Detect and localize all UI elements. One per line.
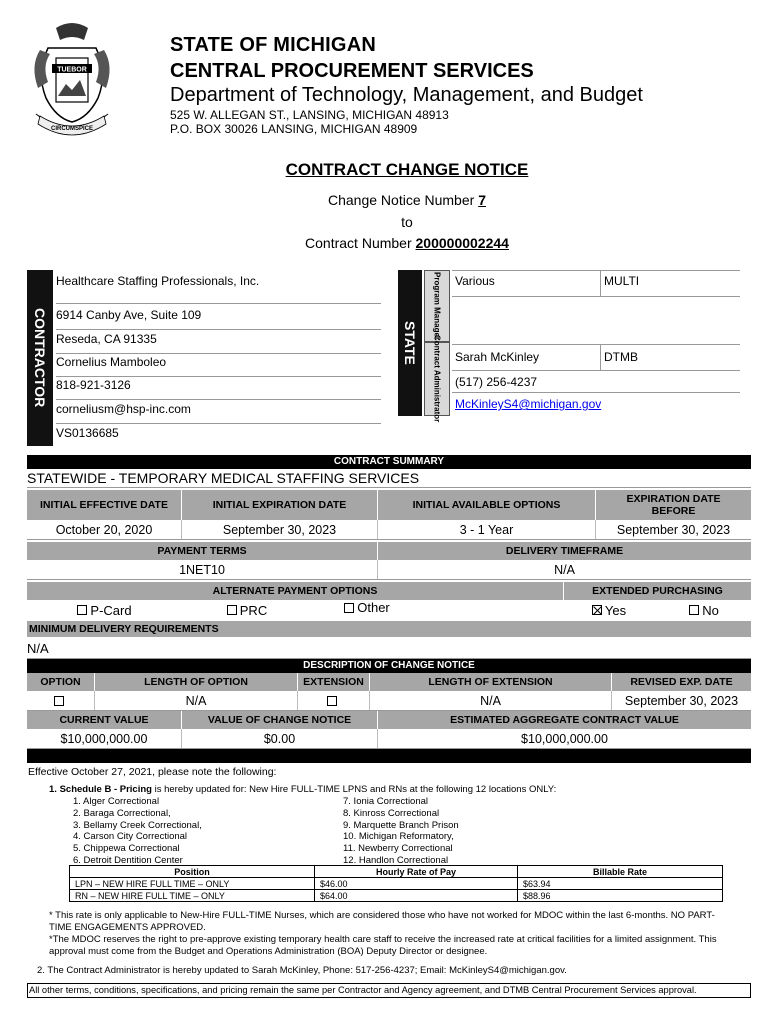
contract-administrator-agency: DTMB — [604, 350, 638, 364]
h-length-extension: LENGTH OF EXTENSION — [370, 673, 612, 691]
contract-administrator-label: Contract Administrator — [424, 342, 450, 416]
program-manager-label: Program Manager — [424, 270, 450, 342]
prc-checkbox[interactable]: PRC — [182, 600, 312, 620]
contractor-vendor-id: VS0136685 — [56, 426, 119, 440]
length-extension: N/A — [370, 691, 612, 710]
expiration-before: September 30, 2023 — [616, 522, 731, 537]
h-extended-purchasing: EXTENDED PURCHASING — [592, 585, 723, 597]
h-initial-options: INITIAL AVAILABLE OPTIONS — [378, 490, 596, 520]
other-checkbox[interactable]: Other — [312, 600, 422, 620]
note-2: *The MDOC reserves the right to pre-approve existing temporary health care staff to receive the increased rate at critical facilities for a limited assignment. This approval must come from the Budget and Operations Administration (BOA) Deputy Director or designee. — [49, 934, 717, 957]
change-title: DESCRIPTION OF CHANGE NOTICE — [27, 659, 751, 673]
address-line-2: P.O. BOX 30026 LANSING, MICHIGAN 48909 — [170, 122, 418, 136]
yes-checkbox[interactable]: Yes — [564, 600, 654, 620]
h-alternate-payment: ALTERNATE PAYMENT OPTIONS — [27, 582, 564, 600]
department-heading: Department of Technology, Management, and Budget — [170, 84, 643, 106]
option-checkbox[interactable] — [27, 691, 95, 710]
h-initial-expiration: INITIAL EXPIRATION DATE — [182, 490, 378, 520]
initial-effective-date: October 20, 2020 — [27, 520, 182, 539]
agency-heading: CENTRAL PROCUREMENT SERVICES — [170, 60, 534, 82]
contractor-street: 6914 Canby Ave, Suite 109 — [56, 308, 381, 330]
contract-number: 200000002244 — [415, 235, 509, 251]
h-value-change: VALUE OF CHANGE NOTICE — [182, 711, 378, 729]
state-heading: STATE OF MICHIGAN — [170, 34, 376, 56]
svg-text:CIRCUMSPICE: CIRCUMSPICE — [50, 126, 94, 132]
summary-title: CONTRACT SUMMARY — [27, 455, 751, 469]
contractor-email[interactable]: corneliusm@hsp-inc.com — [56, 402, 381, 424]
contractor-name: Healthcare Staffing Professionals, Inc. — [56, 274, 381, 304]
rate-header-hourly: Hourly Rate of Pay — [315, 866, 518, 878]
no-checkbox[interactable]: No — [664, 600, 744, 620]
contract-administrator-name: Sarah McKinley — [455, 350, 540, 364]
h-length-option: LENGTH OF OPTION — [95, 673, 298, 691]
michigan-seal-icon — [26, 18, 118, 140]
contractor-contact: Cornelius Mamboleo — [56, 355, 381, 377]
program-manager-name: Various — [455, 274, 495, 288]
estimated-value: $10,000,000.00 — [521, 731, 608, 746]
table-row: RN – NEW HIRE FULL TIME – ONLY $64.00 $88.96 — [70, 890, 723, 902]
revised-exp-date: September 30, 2023 — [624, 693, 739, 708]
summary-description: STATEWIDE - TEMPORARY MEDICAL STAFFING SERVICES — [27, 470, 751, 488]
contract-number-line: Contract Number 200000002244 — [305, 235, 509, 251]
contractor-label: CONTRACTOR — [27, 270, 53, 446]
rate-header-billable: Billable Rate — [518, 866, 723, 878]
h-delivery-timeframe: DELIVERY TIMEFRAME — [505, 545, 624, 557]
item-1: 1. Schedule B - Pricing is hereby updated for: New Hire FULL-TIME LPNS and RNs at the following 12 locations ONLY: — [49, 784, 557, 795]
h-expiration-before: EXPIRATION DATE BEFORE — [626, 493, 721, 517]
state-label: STATE — [398, 270, 422, 416]
locations-left: 1. Alger Correctional 2. Baraga Correctional, 3. Bellamy Creek Correctional, 4. Carson City Correctional 5. Chippewa Correctional 6. Detroit Dentition Center — [73, 796, 202, 866]
h-payment-terms: PAYMENT TERMS — [27, 542, 378, 560]
contractor-city: Reseda, CA 91335 — [56, 332, 381, 354]
effective-intro: Effective October 27, 2021, please note the following: — [28, 766, 277, 778]
pcard-checkbox[interactable]: P-Card — [27, 600, 182, 620]
length-option: N/A — [95, 691, 298, 710]
payment-terms: 1NET10 — [27, 560, 378, 579]
min-delivery: N/A — [27, 639, 751, 659]
table-row: LPN – NEW HIRE FULL TIME – ONLY $46.00 $63.94 — [70, 878, 723, 890]
h-initial-effective: INITIAL EFFECTIVE DATE — [27, 490, 182, 520]
contract-administrator-phone: (517) 256-4237 — [455, 375, 538, 389]
h-current-value: CURRENT VALUE — [27, 711, 182, 729]
note-1: * This rate is only applicable to New-Hire FULL-TIME Nurses, which are considered those who have not worked for MDOC within the last 6-months. NO PART-TIME ENGAGEMENTS APPROVED. — [49, 910, 715, 933]
svg-text:TUEBOR: TUEBOR — [57, 66, 87, 74]
h-estimated-value: ESTIMATED AGGREGATE CONTRACT VALUE — [450, 714, 679, 726]
initial-expiration-date: September 30, 2023 — [182, 520, 378, 539]
extension-checkbox[interactable] — [298, 691, 370, 710]
h-extension: EXTENSION — [298, 673, 370, 691]
closing-statement: All other terms, conditions, specifications, and pricing remain the same per Contractor and Agency agreement, and DTMB Central Procurement Services approval. — [27, 983, 751, 998]
item-2: 2. The Contract Administrator is hereby updated to Sarah McKinley, Phone: 517-256-4237; Email: McKinleyS4@michigan.gov. — [37, 965, 567, 976]
h-option: OPTION — [27, 673, 95, 691]
divider-bar — [27, 749, 751, 763]
current-value: $10,000,000.00 — [27, 729, 182, 748]
h-revised-exp: REVISED EXP. DATE — [630, 676, 733, 688]
address-line-1: 525 W. ALLEGAN ST., LANSING, MICHIGAN 48913 — [170, 108, 449, 122]
locations-right: 7. Ionia Correctional 8. Kinross Correctional 9. Marquette Branch Prison 10. Michigan Reformatory, 11. Newberry Correctional 12. Handlon Correctional — [343, 796, 459, 866]
change-notice-line: Change Notice Number 7 — [328, 192, 486, 208]
change-number: 7 — [478, 192, 486, 208]
contractor-phone: 818-921-3126 — [56, 378, 381, 400]
contract-administrator-email[interactable]: McKinleyS4@michigan.gov — [455, 397, 602, 411]
h-min-delivery: MINIMUM DELIVERY REQUIREMENTS — [27, 621, 751, 637]
delivery-timeframe: N/A — [554, 562, 575, 577]
rate-header-position: Position — [70, 866, 315, 878]
rate-table — [69, 865, 723, 902]
value-change: $0.00 — [182, 729, 378, 748]
notice-title: CONTRACT CHANGE NOTICE — [285, 160, 529, 179]
to-line: to — [401, 214, 413, 230]
initial-options: 3 - 1 Year — [378, 520, 596, 539]
program-manager-agency: MULTI — [604, 274, 640, 288]
